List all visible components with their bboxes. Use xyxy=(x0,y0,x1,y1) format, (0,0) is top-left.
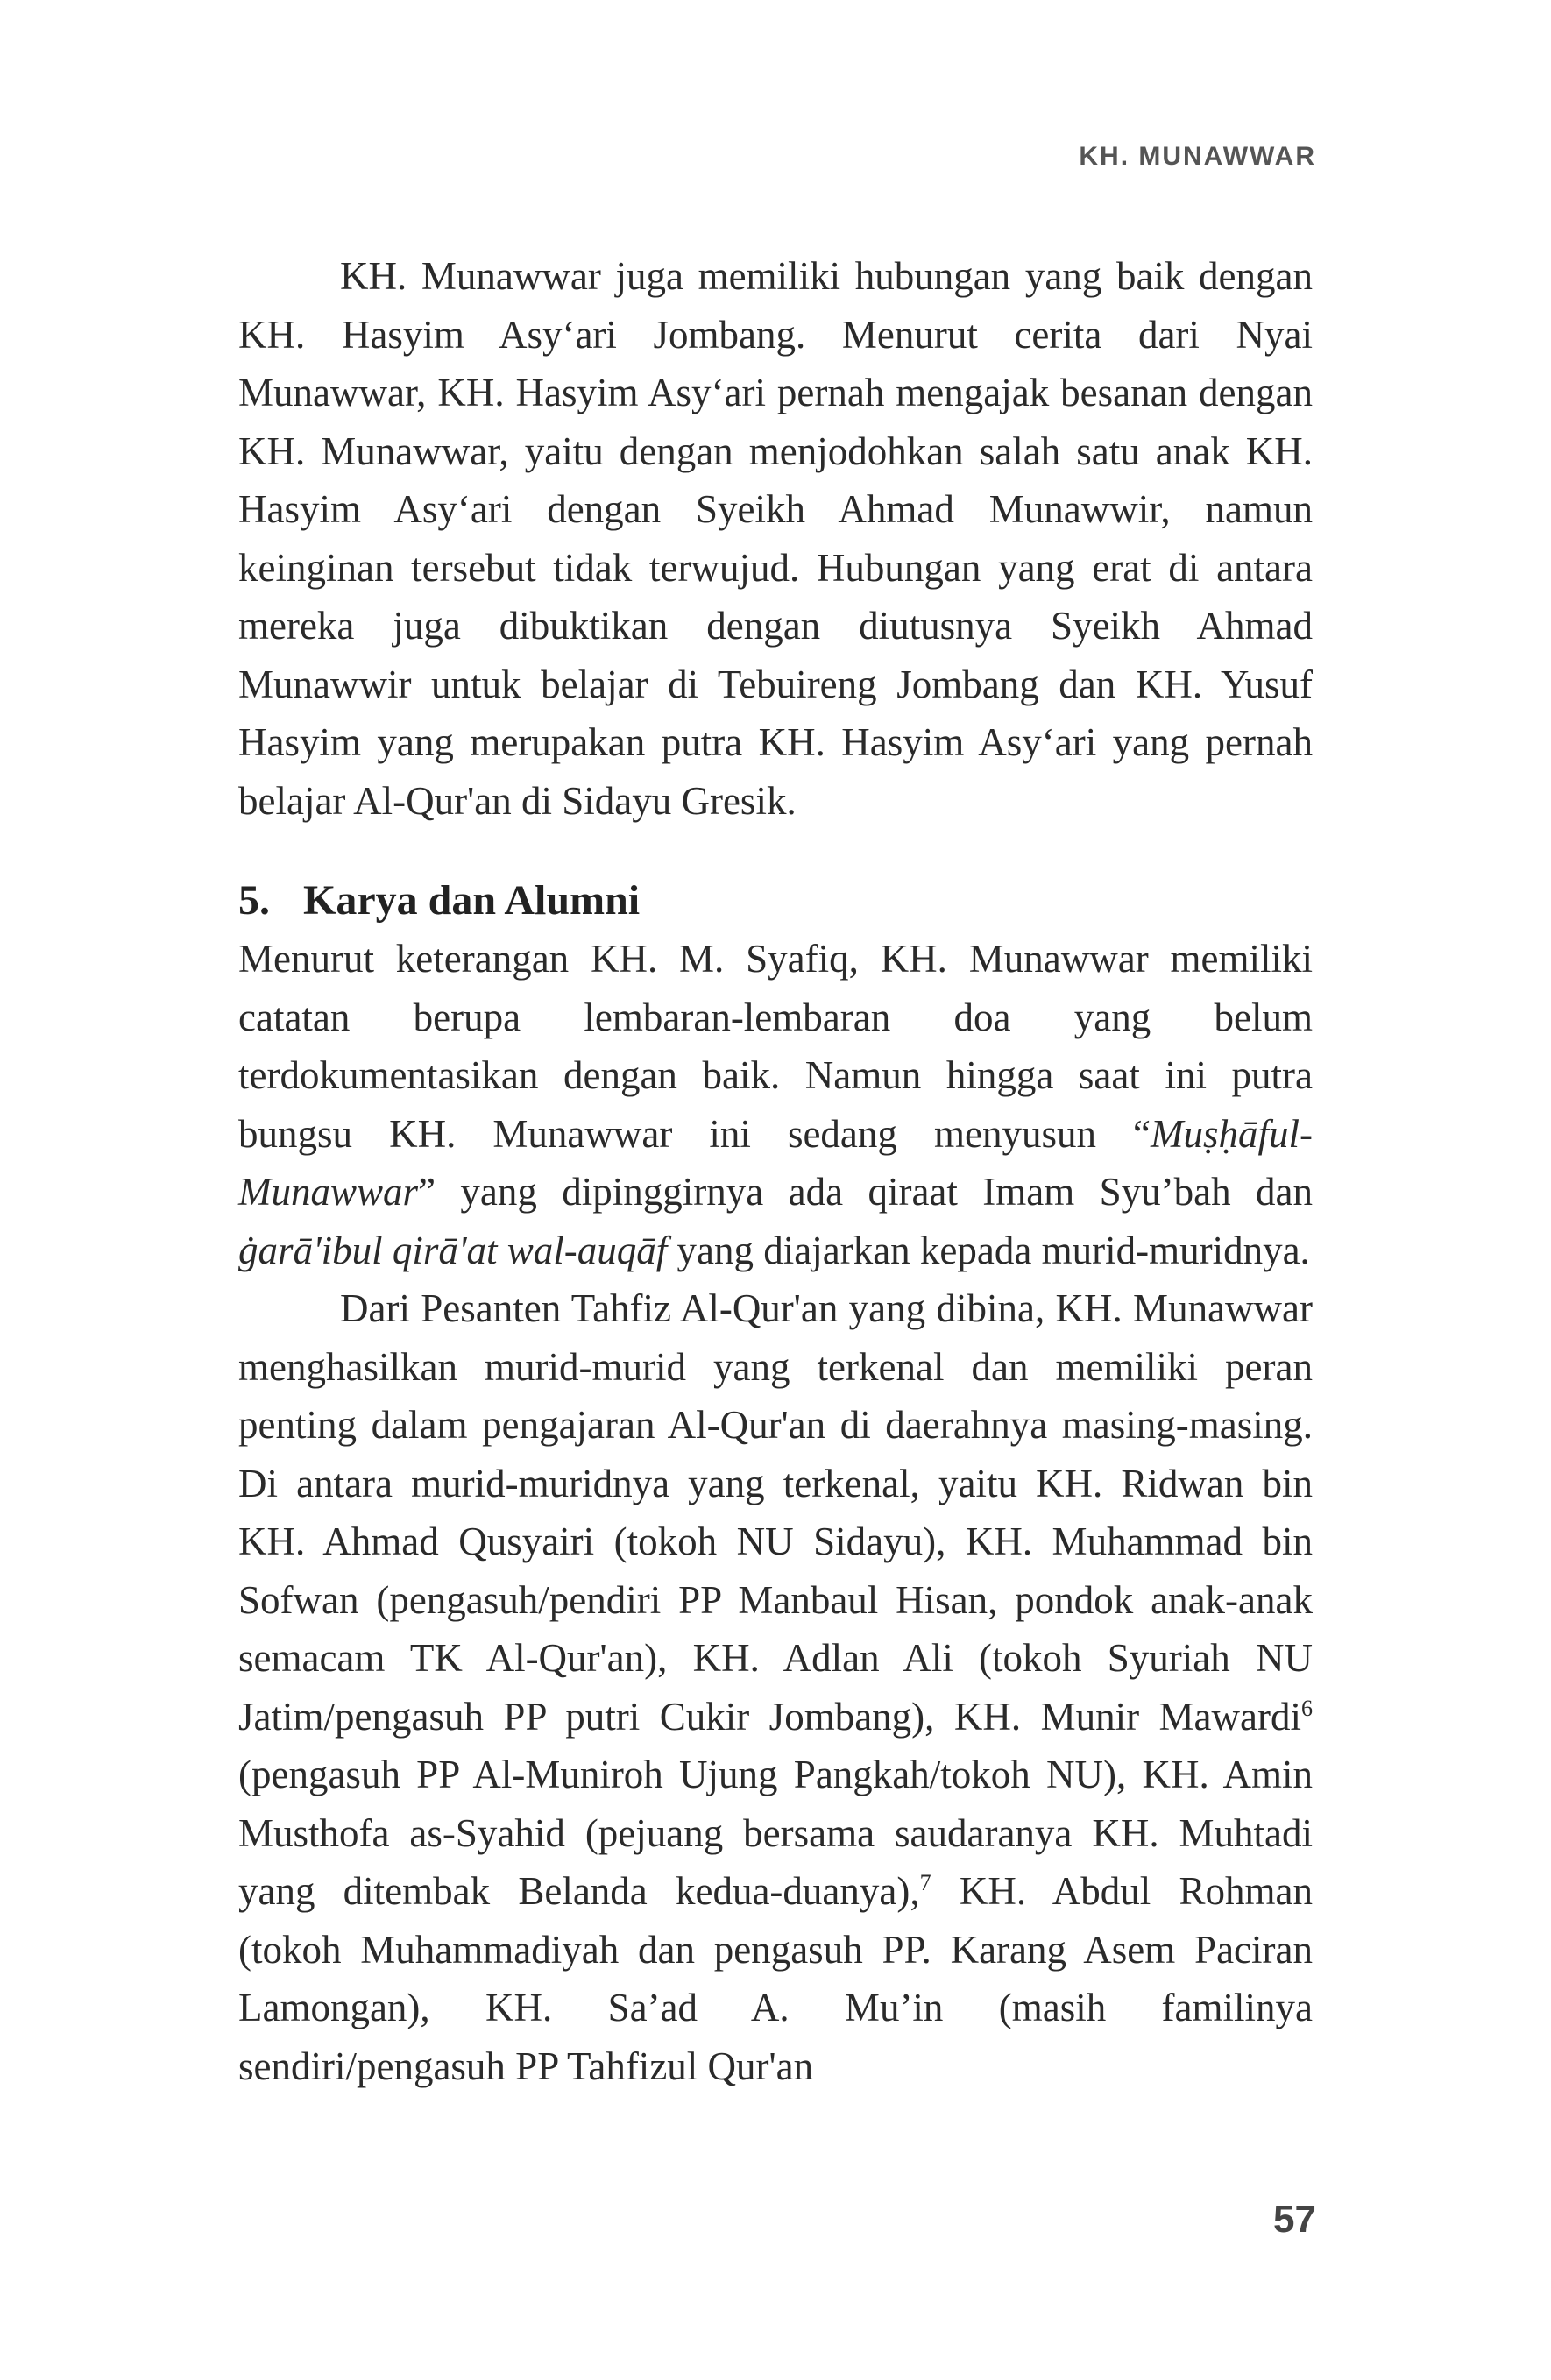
page-number: 57 xyxy=(1273,2198,1316,2241)
paragraph-3-part2: (pengasuh PP Al-Muniroh Ujung Pangkah/tokoh NU), KH. Amin Musthofa as-Syahid (pejuang bersama saudaranya KH. Muhtadi yang ditembak Belanda kedua-duanya), xyxy=(238,1753,1313,1913)
paragraph-3-part1: Dari Pesanten Tahfiz Al-Qur'an yang dibina, KH. Munawwar menghasilkan murid-murid yang terkenal dan memiliki peran penting dalam pengajaran Al-Qur'an di daerahnya masing-masing. Di antara murid-muridnya yang terkenal, yaitu KH. Ridwan bin KH. Ahmad Qusyairi (tokoh NU Sidayu), KH. Muhammad bin Sofwan (pengasuh/pendiri PP Manbaul Hisan, pondok anak-anak semacam TK Al-Qur'an), KH. Adlan Ali (tokoh Syuriah NU Jatim/pengasuh PP putri Cukir Jombang), KH. Munir Mawardi xyxy=(238,1286,1313,1739)
section-number: 5. xyxy=(238,877,270,924)
term-italic: ġarā'ibul qirā'at wal-auqāf xyxy=(238,1228,668,1272)
paragraph-3-part3: KH. Abdul Rohman (tokoh Muhammadiyah dan pengasuh PP. Karang Asem Paciran Lamongan), KH. Sa’ad A. Mu’in (masih familinya sendiri/pengasuh PP Tahfizul Qur'an xyxy=(238,1869,1313,2088)
footnote-ref-7[interactable]: 7 xyxy=(919,1870,931,1895)
paragraph-2 xyxy=(238,930,1313,1279)
book-title-italic: Muṣḥāful-Munawwar xyxy=(238,1111,1313,1214)
paragraph-2-part2: ” yang dipinggirnya ada qiraat Imam Syu’bah dan xyxy=(418,1170,1313,1214)
section-heading xyxy=(238,872,1313,930)
footnote-ref-6[interactable]: 6 xyxy=(1301,1695,1313,1721)
paragraph-2-part1: Menurut keterangan KH. M. Syafiq, KH. Munawwar memiliki catatan berupa lembaran-lembaran doa yang belum terdokumentasikan dengan baik. Namun hingga saat ini putra bungsu KH. Munawwar ini sedang menyusun “ xyxy=(238,937,1313,1156)
paragraph-3 xyxy=(238,1279,1313,2095)
running-head: KH. MUNAWWAR xyxy=(1079,142,1316,171)
paragraph-2-part3: yang diajarkan kepada murid-muridnya. xyxy=(667,1228,1310,1272)
body-text xyxy=(238,247,1313,2095)
section-title: Karya dan Alumni xyxy=(303,877,641,924)
paragraph-1: KH. Munawwar juga memiliki hubungan yang baik dengan KH. Hasyim Asy‘ari Jombang. Menurut cerita dari Nyai Munawwar, KH. Hasyim Asy‘ari pernah mengajak besanan dengan KH. Munawwar, yaitu dengan menjodohkan salah satu anak KH. Hasyim Asy‘ari dengan Syeikh Ahmad Munawwir, namun keinginan tersebut tidak terwujud. Hubungan yang erat di antara mereka juga dibuktikan dengan diutusnya Syeikh Ahmad Munawwir untuk belajar di Tebuireng Jombang dan KH. Yusuf Hasyim yang merupakan putra KH. Hasyim Asy‘ari yang pernah belajar Al-Qur'an di Sidayu Gresik. xyxy=(238,254,1313,823)
